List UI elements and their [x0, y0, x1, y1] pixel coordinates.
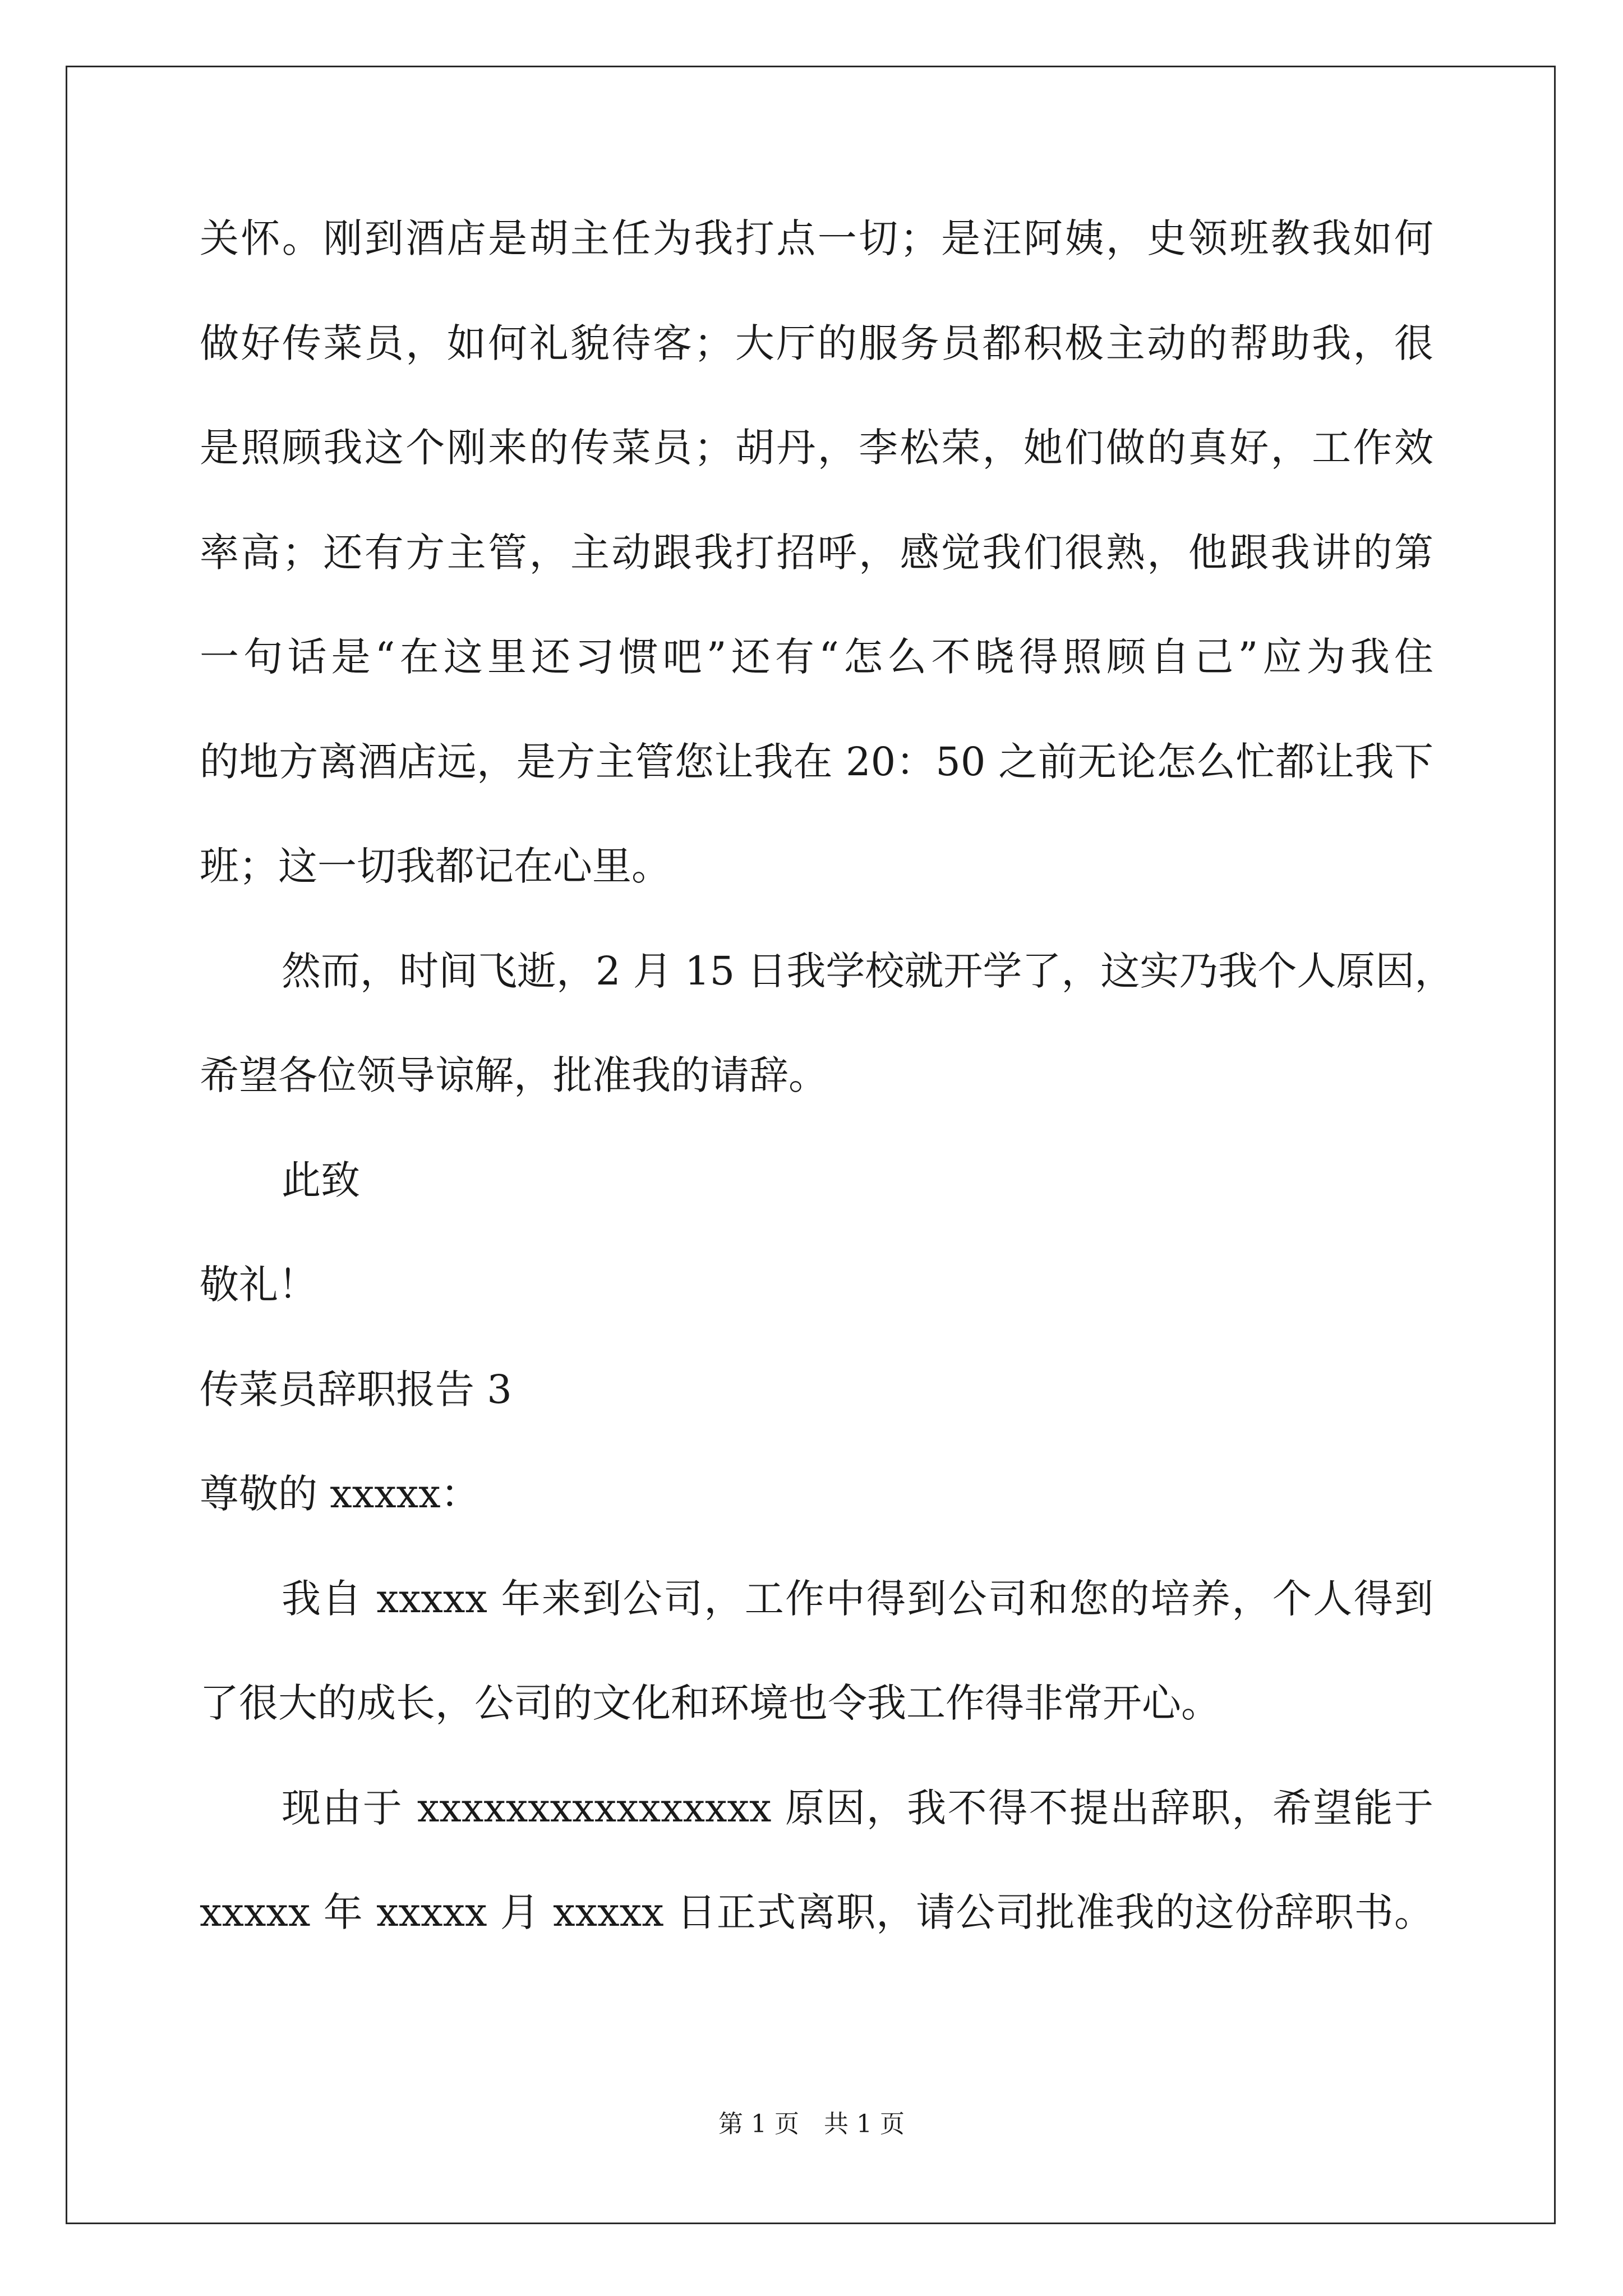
body-line-14: 我自 xxxxx 年来到公司，工作中得到公司和您的培养，个人得到	[282, 1575, 1433, 1622]
body-line-2: 做好传菜员，如何礼貌待客；大厅的服务员都积极主动的帮助我，很	[200, 320, 1433, 366]
page-number-footer: 第 1 页 共 1 页	[718, 2110, 905, 2138]
body-line-16: 现由于 xxxxxxxxxxxxxxxx 原因，我不得不提出辞职，希望能于	[282, 1784, 1433, 1831]
closing-regards: 敬礼！	[200, 1262, 317, 1308]
body-line-17: xxxxx 年 xxxxx 月 xxxxx 日正式离职，请公司批准我的这份辞职书。	[200, 1889, 1433, 1935]
body-line-9: 希望各位领导谅解，批准我的请辞。	[200, 1052, 828, 1098]
body-line-3: 是照顾我这个刚来的传菜员；胡丹，李松荣，她们做的真好，工作效	[200, 425, 1433, 471]
document-body	[200, 210, 1454, 1989]
body-line-8: 然而，时间飞逝，2 月 15 日我学校就开学了，这实乃我个人原因，	[282, 947, 1454, 994]
section-heading: 传菜员辞职报告 3	[200, 1366, 512, 1412]
body-line-6: 的地方离酒店远，是方主管您让我在 20：50 之前无论怎么忙都让我下	[200, 738, 1433, 785]
body-line-7: 班；这一切我都记在心里。	[200, 843, 671, 889]
closing-salutation: 此致	[282, 1157, 360, 1203]
body-line-15: 了很大的成长，公司的文化和环境也令我工作得非常开心。	[200, 1680, 1220, 1726]
body-line-5: 一句话是“在这里还习惯吧”还有“怎么不晓得照顾自己”应为我住	[200, 634, 1433, 680]
body-line-1: 关怀。刚到酒店是胡主任为我打点一切；是汪阿姨，史领班教我如何	[200, 215, 1433, 261]
letter-greeting: 尊敬的 xxxxx：	[200, 1471, 480, 1517]
body-line-4: 率高；还有方主管，主动跟我打招呼，感觉我们很熟，他跟我讲的第	[200, 529, 1433, 576]
